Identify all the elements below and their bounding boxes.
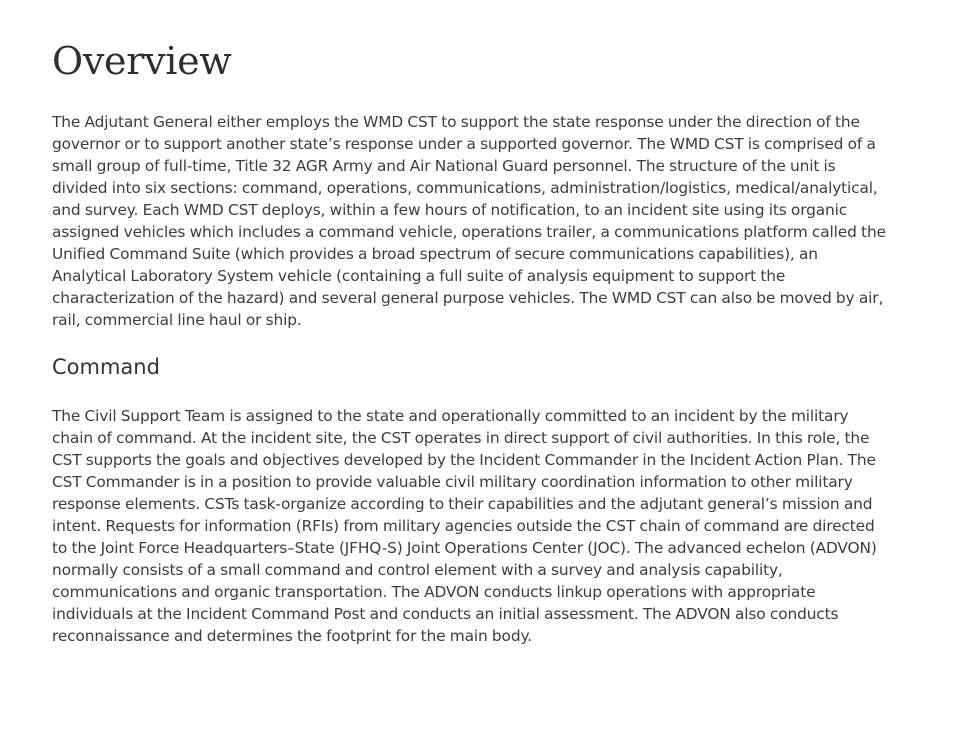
overview-paragraph: The Adjutant General either employs the WMD CST to support the state response under the direction of the governor or to support another state’s response under a supported governor. The WMD CST is comprised of a small group of full-time, Title 32 AGR Army and Air National Guard personnel. The structure of the unit is divided into six sections: command, operations, communications, administration/logistics, medical/analytical, and survey. Each WMD CST deploys, within a few hours of notification, to an incident site using its organic assigned vehicles which includes a command vehicle, operations trailer, a communications platform called the Unified Command Suite (which provides a broad spectrum of secure communications capabilities), an Analytical Laboratory System vehicle (containing a full suite of analysis equipment to support the characterization of the hazard) and several general purpose vehicles. The WMD CST can also be moved by air, rail, commercial line haul or ship. <box>52 113 886 329</box>
main-content <box>52 38 892 647</box>
page-title: Overview <box>52 39 232 83</box>
command-paragraph: The Civil Support Team is assigned to the state and operationally committed to an incident by the military chain of command. At the incident site, the CST operates in direct support of civil authorities. In this role, the CST supports the goals and objectives developed by the Incident Commander in the Incident Action Plan. The CST Commander is in a position to provide valuable civil military coordination information to other military response elements. CSTs task-organize according to their capabilities and the adjutant general’s mission and intent. Requests for information (RFIs) from military agencies outside the CST chain of command are directed to the Joint Force Headquarters–State (JFHQ-S) Joint Operations Center (JOC). The advanced echelon (ADVON) normally consists of a small command and control element with a survey and analysis capability, communications and organic transportation. The ADVON conducts linkup operations with appropriate individuals at the Incident Command Post and conducts an initial assessment. The ADVON also conducts reconnaissance and determines the footprint for the main body. <box>52 407 877 645</box>
command-heading: Command <box>52 355 160 379</box>
